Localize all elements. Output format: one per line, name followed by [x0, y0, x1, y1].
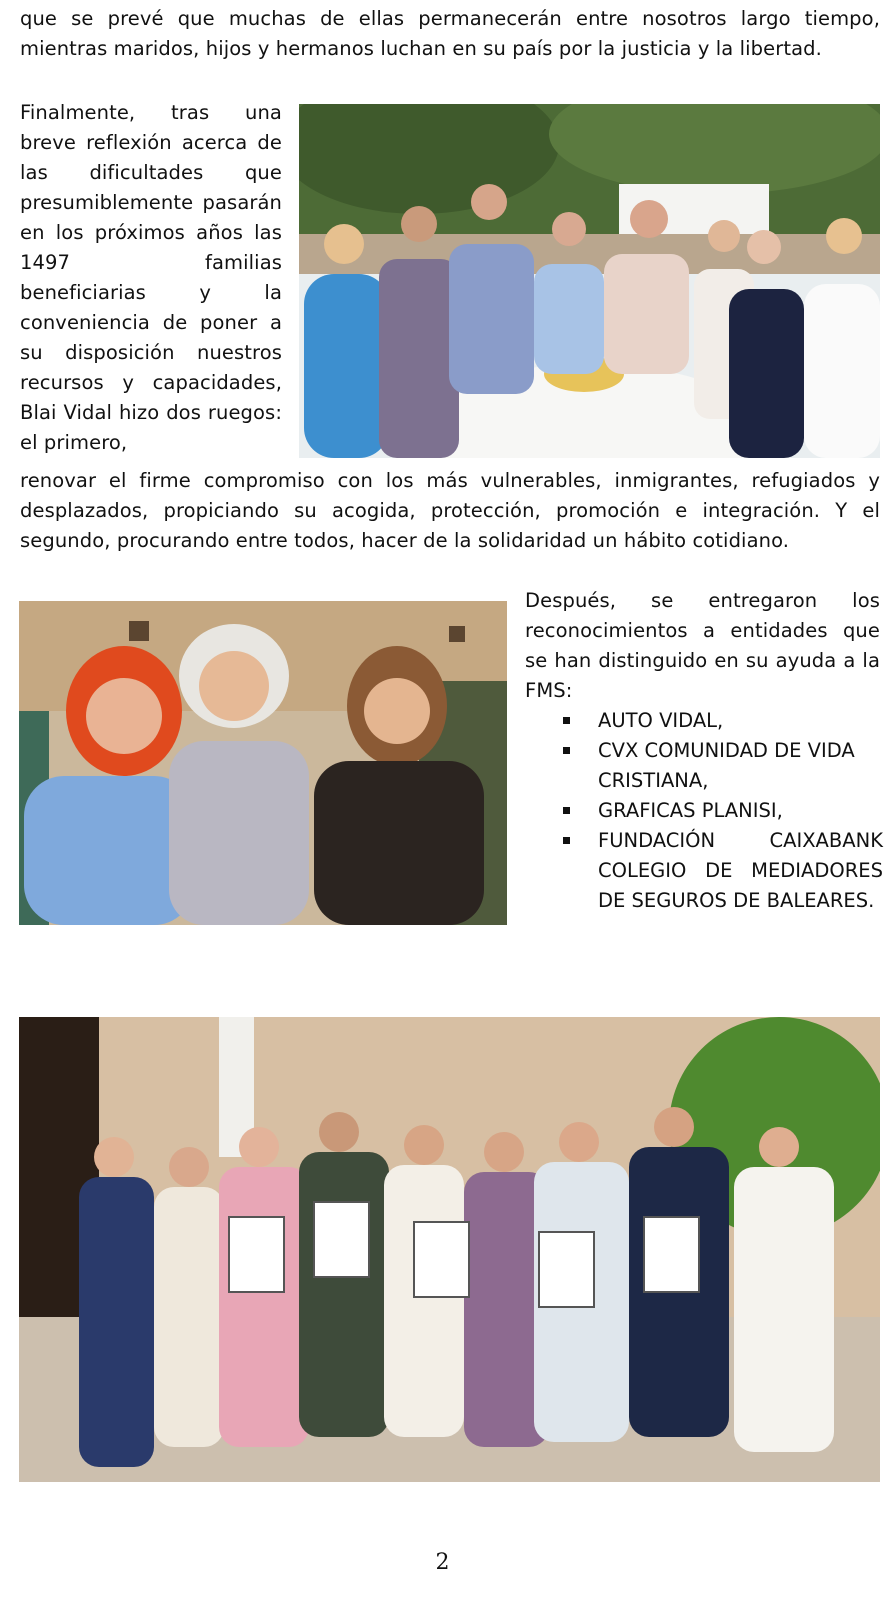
bullet-icon	[563, 837, 570, 844]
list-item	[563, 736, 883, 796]
paragraph-awards-intro: Después, se entregaron los reconocimientos a entidades que se han distinguido en su ayuda a la FMS:	[525, 589, 880, 702]
awards-list	[563, 706, 883, 916]
list-item	[563, 796, 883, 826]
paragraph-continuation: renovar el firme compromiso con los más vulnerables, inmigrantes, refugiados y desplazados, propiciando su acogida, protección, promoción e integración. Y el segundo, procurando entre todos, hacer de la solidaridad un hábito cotidiano.	[20, 469, 880, 552]
bullet-icon	[563, 807, 570, 814]
award-entity: GRAFICAS PLANISI,	[598, 799, 783, 822]
group-photo-award-recipients	[19, 1017, 880, 1482]
bullet-icon	[563, 717, 570, 724]
page-number: 2	[435, 1550, 450, 1575]
bullet-icon	[563, 747, 570, 754]
award-entity: FUNDACIÓN CAIXABANK COLEGIO DE MEDIADORES DE SEGUROS DE BALEARES.	[598, 829, 883, 912]
group-photo-dinner-table	[299, 104, 880, 458]
list-item	[563, 826, 883, 916]
award-entity: CVX COMUNIDAD DE VIDA CRISTIANA,	[598, 739, 855, 792]
paragraph-left-column: Finalmente, tras una breve reflexión acerca de las dificultades que presumiblemente pasarán en los próximos años las 1497 familias beneficiarias y la conveniencia de poner a su disposición nuestros recursos y capacidades, Blai Vidal hizo dos ruegos: el primero,	[20, 101, 282, 454]
photo-three-women	[19, 601, 507, 925]
award-entity: AUTO VIDAL,	[598, 709, 724, 732]
list-item	[563, 706, 883, 736]
paragraph-top: que se prevé que muchas de ellas permanecerán entre nosotros largo tiempo, mientras maridos, hijos y hermanos luchan en su país por la justicia y la libertad.	[20, 7, 880, 60]
